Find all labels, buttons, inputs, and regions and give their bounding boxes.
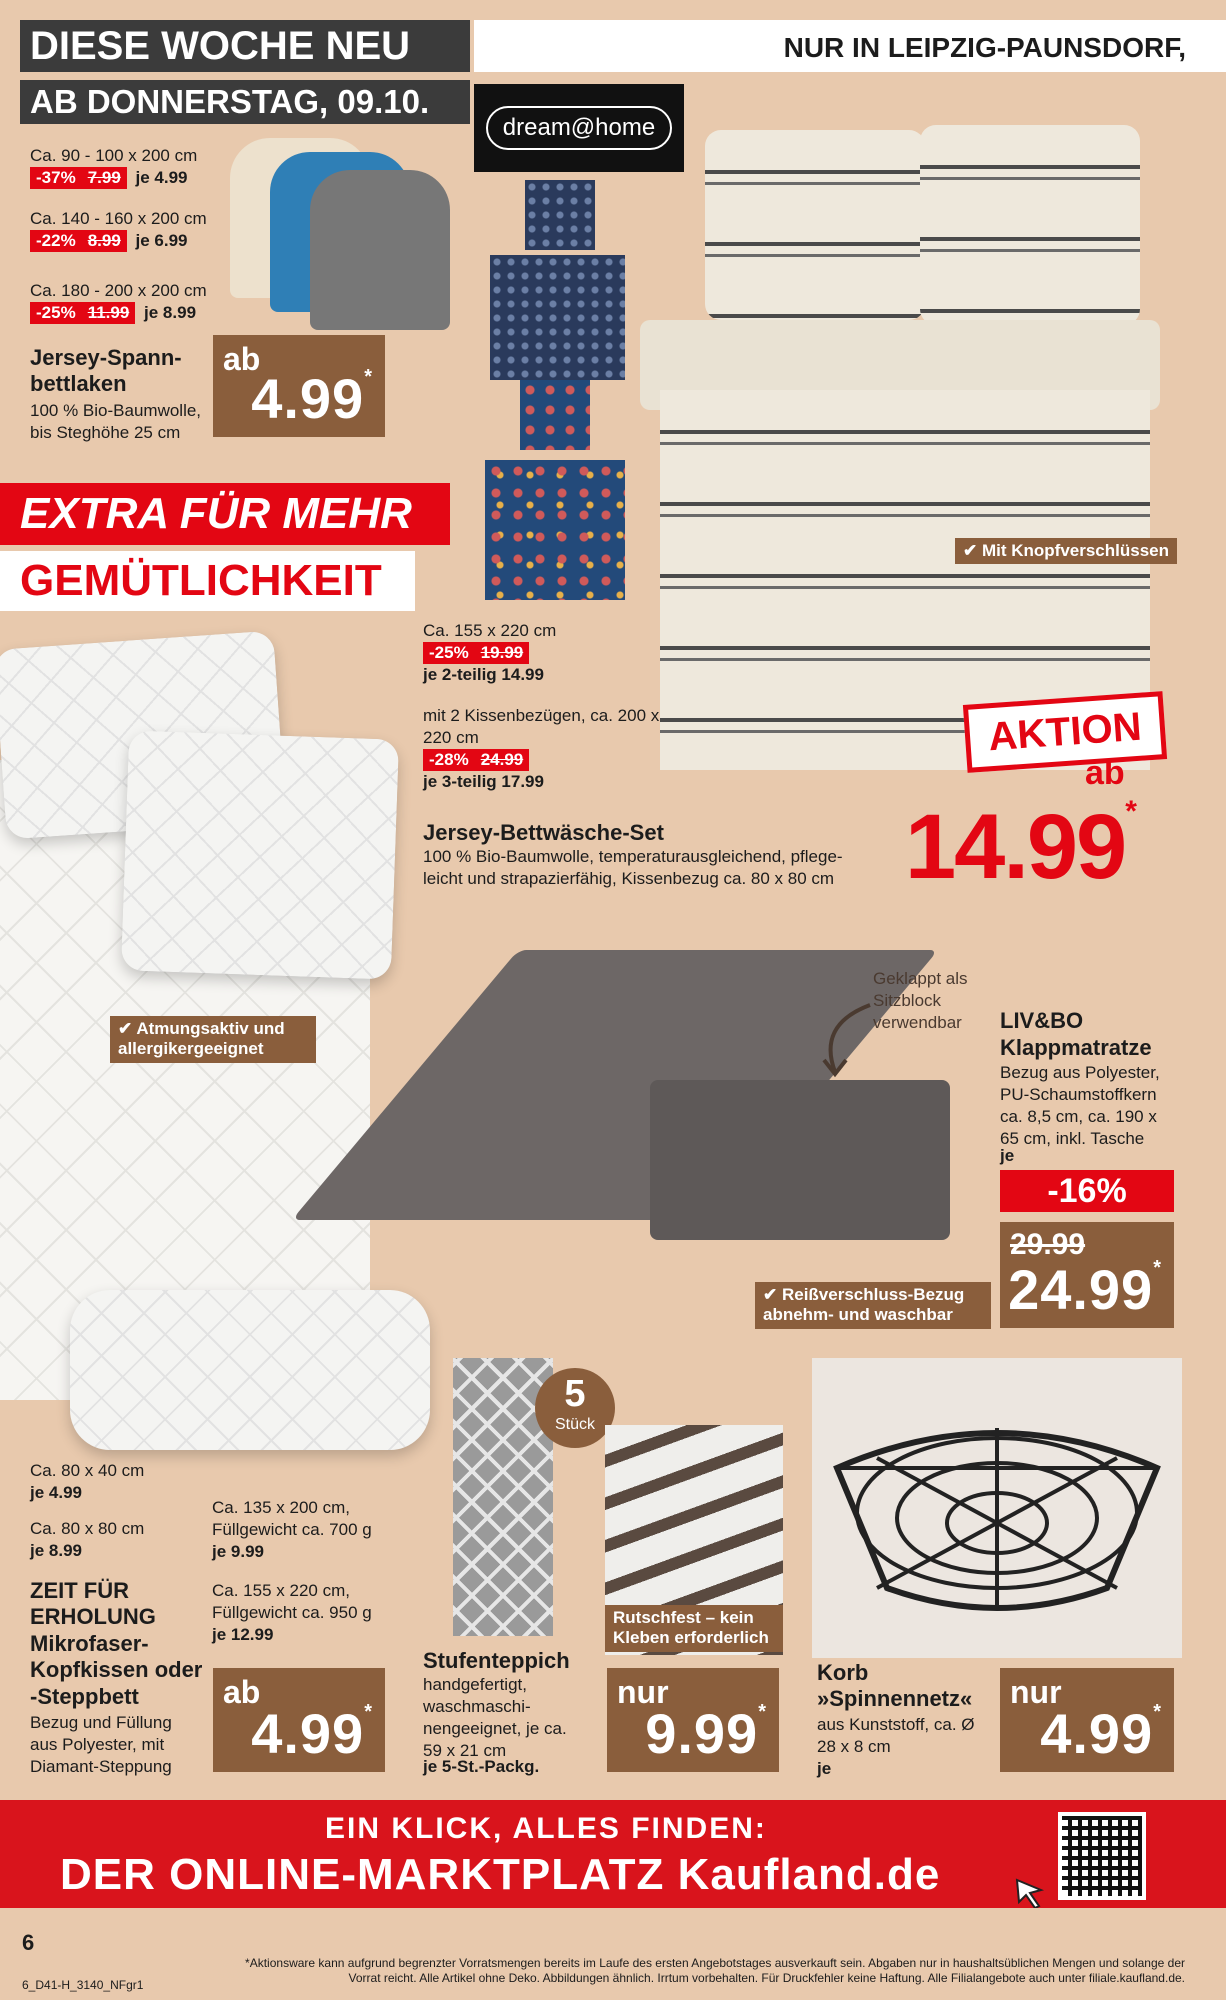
price-value: 4.99 xyxy=(1040,1702,1154,1765)
new-price: je 4.99 xyxy=(30,1483,82,1503)
variant-size: Ca. 140 - 160 x 200 cm xyxy=(30,209,207,228)
pillow-title: ZEIT FÜR ERHOLUNG Mikrofaser-Kopfkissen oder -Steppbett xyxy=(30,1578,203,1709)
discount-badge: -25% xyxy=(423,642,475,664)
new-price: je 6.99 xyxy=(135,231,188,251)
page-code: 6_D41-H_3140_NFgr1 xyxy=(22,1978,144,1992)
variant-size: mit 2 Kissenbezügen, ca. 200 x 220 cm xyxy=(423,706,660,748)
basket-price-box xyxy=(1000,1668,1174,1772)
basket-je: je xyxy=(817,1759,832,1778)
rug-pack: je 5-St.-Packg. xyxy=(423,1757,540,1776)
new-price: je 2-teilig 14.99 xyxy=(423,665,544,685)
striped-bedding-image xyxy=(640,120,1170,770)
discount-badge: -37% xyxy=(30,167,82,189)
mattress-title: Klappmatratze xyxy=(1000,1035,1152,1060)
price: 24.99* xyxy=(1008,1257,1162,1321)
arrow-icon xyxy=(810,1000,880,1080)
mattress-callout: Geklappt als Sitzblock verwendbar xyxy=(873,969,968,1033)
piece-count-badge xyxy=(535,1368,615,1448)
marketplace-line-2: DER ONLINE-MARKTPLATZ Kaufland.de xyxy=(60,1850,941,1899)
new-price: je 8.99 xyxy=(144,303,197,323)
cursor-icon xyxy=(1015,1878,1045,1908)
mattress-price-box xyxy=(1000,1222,1174,1328)
bedding-title: Jersey-Bettwäsche-Set xyxy=(423,820,664,845)
mattress-folded xyxy=(650,1080,950,1240)
sheet-grey xyxy=(310,170,450,330)
pillow-price-box xyxy=(213,1668,385,1772)
old-price: 8.99 xyxy=(82,230,127,252)
mattress-desc: Bezug aus Polyester, PU-Schaumstoffkern ca. 8,5 cm, ca. 190 x 65 cm, inkl. Tasche xyxy=(1000,1063,1160,1149)
pillow-desc: Bezug und Füllung aus Polyester, mit Diamant-Steppung xyxy=(30,1713,172,1777)
floral-duvet xyxy=(485,460,625,600)
basket-title: Korb »Spinnennetz« xyxy=(817,1660,973,1712)
price: 4.99* xyxy=(1040,1701,1162,1765)
sheet-variant-2 xyxy=(30,208,240,252)
old-price: 11.99 xyxy=(82,302,136,324)
bedding-desc: 100 % Bio-Baumwolle, temperaturausgleichend, pflege-leicht und strapazierfähig, Kissenbezug ca. 80 x 80 cm xyxy=(423,847,843,889)
discount-badge: -28% xyxy=(423,749,475,771)
price-value: 4.99 xyxy=(251,367,365,430)
floral-pillow xyxy=(520,380,590,450)
pillow-front xyxy=(121,730,399,979)
variant-size: Ca. 155 x 220 cm, Füllgewicht ca. 950 g xyxy=(212,1581,372,1623)
qr-code-icon[interactable] xyxy=(1058,1812,1146,1900)
variant-size: Ca. 155 x 220 cm xyxy=(423,621,557,640)
marketplace-banner[interactable] xyxy=(0,1800,1226,1908)
date-label: AB DONNERSTAG, 09.10. xyxy=(20,80,470,124)
discount-badge: -25% xyxy=(30,302,82,324)
rug-desc: handgefertigt, waschmaschi-nengeeignet, je ca. 59 x 21 cm xyxy=(423,1675,567,1761)
navy-pillow xyxy=(525,180,595,250)
variant-size: Ca. 90 - 100 x 200 cm xyxy=(30,146,198,165)
pillow-variant-2 xyxy=(30,1518,200,1562)
striped-pillow-left xyxy=(705,130,925,320)
striped-pillow-right xyxy=(920,125,1140,325)
price-prefix: nur xyxy=(617,1674,669,1710)
price-value: 14.99 xyxy=(905,796,1126,898)
breathable-note: ✔ Atmungsaktiv und allergikergeeignet xyxy=(110,1016,316,1063)
old-price: 29.99 xyxy=(1010,1228,1086,1261)
banner xyxy=(0,483,450,623)
variant-size: Ca. 80 x 80 cm xyxy=(30,1519,145,1538)
sheet-title: Jersey-Spann-bettlaken xyxy=(30,345,182,397)
old-price: 19.99 xyxy=(475,642,530,664)
price: 9.99* xyxy=(645,1701,767,1765)
brand-logo-text: dream@home xyxy=(486,106,672,150)
old-price: 7.99 xyxy=(82,167,127,189)
rug-price-box xyxy=(607,1668,779,1772)
new-price: je 4.99 xyxy=(135,168,188,188)
page-number: 6 xyxy=(22,1930,35,1955)
price: 4.99* xyxy=(251,366,373,430)
sheet-variant-1 xyxy=(30,145,240,189)
old-price: 24.99 xyxy=(475,749,530,771)
bedding-variant-2 xyxy=(423,705,683,793)
variant-size: Ca. 135 x 200 cm, Füllgewicht ca. 700 g xyxy=(212,1498,372,1540)
sheet-image xyxy=(225,130,455,330)
patterned-bedding-image xyxy=(485,180,635,600)
zipper-note: ✔ Reißverschluss-Bezug abnehm- und waschbar xyxy=(755,1282,991,1329)
non-slip-note: Rutschfest – kein Kleben erforderlich xyxy=(605,1605,783,1652)
pillow-variant-1 xyxy=(30,1460,200,1504)
folded-duvet xyxy=(70,1290,430,1450)
price-value: 9.99 xyxy=(645,1702,759,1765)
aktion-badge: AKTION xyxy=(963,691,1167,773)
sheet-price-box xyxy=(213,335,385,437)
sheet-variant-3 xyxy=(30,280,240,324)
badge-unit: Stück xyxy=(554,1416,595,1433)
button-closure-note: ✔ Mit Knopfverschlüssen xyxy=(955,538,1177,564)
new-price: je 9.99 xyxy=(212,1542,264,1562)
navy-duvet xyxy=(490,255,625,380)
basket-panel xyxy=(812,1358,1182,1658)
price-value: 24.99 xyxy=(1008,1258,1154,1321)
price-prefix: ab xyxy=(223,341,261,377)
location-text: NUR IN LEIPZIG-PAUNSDORF, xyxy=(783,32,1186,63)
price-prefix: nur xyxy=(1010,1674,1062,1710)
price: 4.99* xyxy=(251,1701,373,1765)
basket-desc: aus Kunststoff, ca. Ø 28 x 8 cm xyxy=(817,1715,975,1757)
mattress-brand: LIV&BO xyxy=(1000,1008,1084,1033)
bedding-price: 14.99* xyxy=(905,795,1135,898)
new-price: je 3-teilig 17.99 xyxy=(423,772,544,792)
price-value: 4.99 xyxy=(251,1702,365,1765)
mattress-je: je xyxy=(1000,1146,1015,1165)
location-banner xyxy=(474,20,1226,72)
variant-size: Ca. 80 x 40 cm xyxy=(30,1461,145,1480)
disclaimer: *Aktionsware kann aufgrund begrenzter Vorratsmengen bereits im Laufe des ersten Angebotstages ausverkauft sein. Abgaben nur in haushaltsüblichen Mengen und solange der Vorrat reicht. Alle Artikel ohne Deko. Abbildungen ähnlich. Irrtum vorbehalten. Für Druckfehler keine Haftung. Alle Filialangebote auch unter filiale.kaufland.de. xyxy=(245,1956,1185,1985)
marketplace-line-1: EIN KLICK, ALLES FINDEN: xyxy=(325,1812,767,1845)
variant-size: Ca. 180 - 200 x 200 cm xyxy=(30,281,207,300)
banner-line-1: EXTRA FÜR MEHR xyxy=(0,483,450,545)
headline: DIESE WOCHE NEU xyxy=(20,20,470,72)
duvet-variant-1 xyxy=(212,1497,412,1563)
spider-web-basket-icon xyxy=(827,1408,1167,1618)
new-price: je 8.99 xyxy=(30,1541,82,1561)
bedding-variant-1 xyxy=(423,620,683,686)
new-price: je 12.99 xyxy=(212,1625,274,1645)
duvet-variant-2 xyxy=(212,1580,412,1646)
mattress-discount: -16% xyxy=(1000,1170,1174,1212)
sheet-desc: 100 % Bio-Baumwolle, bis Steghöhe 25 cm xyxy=(30,401,202,443)
banner-line-2: GEMÜTLICHKEIT xyxy=(0,551,415,611)
rug-title: Stufenteppich xyxy=(423,1648,570,1673)
badge-number: 5 xyxy=(564,1373,586,1415)
discount-badge: -22% xyxy=(30,230,82,252)
bedding-price-prefix: ab xyxy=(1085,754,1125,792)
price-prefix: ab xyxy=(223,1674,261,1710)
